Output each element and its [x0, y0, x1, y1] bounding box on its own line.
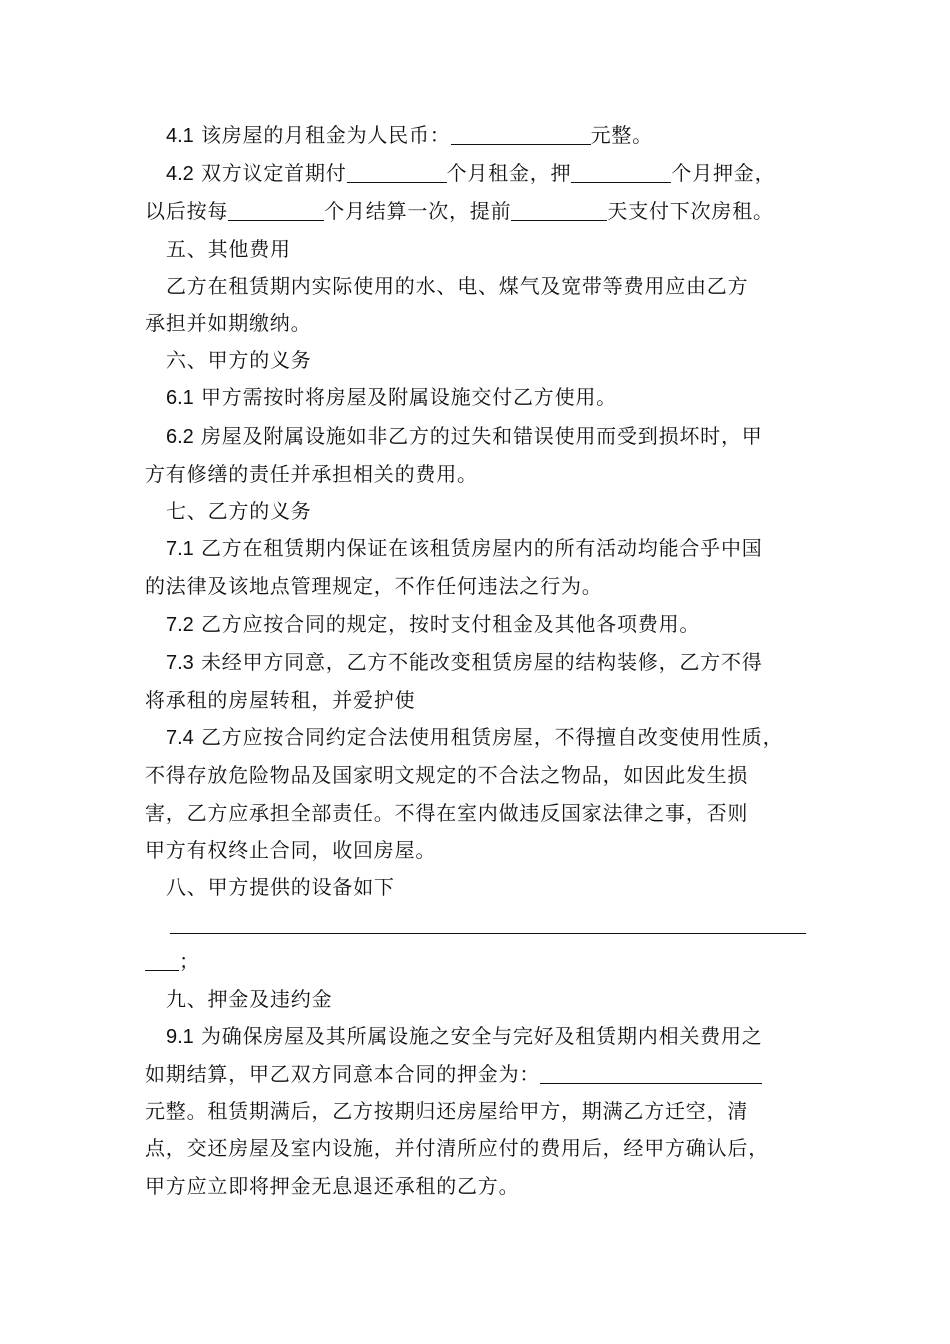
clause-7-3-line1: 7.3 未经甲方同意，乙方不能改变租赁房屋的结构装修，乙方不得	[166, 649, 763, 674]
deposit-amount-blank[interactable]	[540, 1061, 762, 1084]
clause-6-2-line1: 6.2 房屋及附属设施如非乙方的过失和错误使用而受到损坏时，甲	[166, 423, 763, 448]
clause-7-2: 7.2 乙方应按合同的规定，按时支付租金及其他各项费用。	[166, 611, 701, 636]
clause-7-4-line1: 7.4 乙方应按合同约定合法使用租赁房屋，不得擅自改变使用性质，	[166, 725, 784, 750]
settlement-months-blank[interactable]	[228, 198, 324, 221]
section-heading-9: 九、押金及违约金	[166, 986, 333, 1011]
clause-9-1-line3: 元整。租赁期满后，乙方按期归还房屋给甲方，期满乙方迁空，清	[145, 1099, 749, 1124]
advance-days-blank[interactable]	[511, 198, 607, 221]
section-heading-5: 五、其他费用	[166, 236, 291, 261]
first-payment-months-blank[interactable]	[347, 160, 447, 183]
clause-7-1-line2: 的法律及该地点管理规定，不作任何违法之行为。	[145, 574, 603, 599]
contract-body	[145, 117, 810, 1205]
equipment-list-blank[interactable]	[170, 911, 806, 934]
clause-9-1-line4: 点，交还房屋及室内设施，并付清所应付的费用后，经甲方确认后，	[145, 1136, 769, 1161]
clause-9-1-line1: 9.1 为确保房屋及其所属设施之安全与完好及租赁期内相关费用之	[166, 1023, 763, 1048]
clause-6-2-line2: 方有修缮的责任并承担相关的费用。	[145, 461, 478, 486]
clause-7-1-line1: 7.1 乙方在租赁期内保证在该租赁房屋内的所有活动均能合乎中国	[166, 536, 763, 561]
clause-4-2-line1: 4.2 双方议定首期付 个月租金，押 个月押金，	[166, 161, 776, 186]
clause-7-3-line2: 将承租的房屋转租，并爱护使	[145, 688, 416, 713]
section-heading-8: 八、甲方提供的设备如下	[166, 875, 395, 900]
clause-4-1: 4.1 该房屋的月租金为人民币： 元整。	[166, 123, 653, 147]
equipment-blank-end: ；	[145, 943, 810, 980]
clause-5-line1: 乙方在租赁期内实际使用的水、电、煤气及宽带等费用应由乙方	[166, 273, 749, 298]
clause-9-1-line2: 如期结算，甲乙双方同意本合同的押金为：	[145, 1056, 810, 1093]
clause-5-line2: 承担并如期缴纳。	[145, 311, 312, 336]
equipment-blank-line	[145, 906, 810, 943]
clause-6-1: 6.1 甲方需按时将房屋及附属设施交付乙方使用。	[166, 385, 617, 410]
clause-7-4-line3: 害，乙方应承担全部责任。不得在室内做违反国家法律之事，否则	[145, 800, 749, 825]
clause-7-4-line4: 甲方有权终止合同，收回房屋。	[145, 837, 437, 862]
section-heading-6: 六、甲方的义务	[166, 348, 312, 373]
rent-amount-blank[interactable]	[451, 122, 591, 145]
deposit-months-blank[interactable]	[571, 160, 671, 183]
section-heading-7: 七、乙方的义务	[166, 499, 312, 524]
clause-9-1-line5: 甲方应立即将押金无息退还承租的乙方。	[145, 1173, 520, 1198]
clause-4-2-line2: 以后按每 个月结算一次，提前 天支付下次房租。	[145, 199, 774, 224]
equipment-list-blank-continued[interactable]	[145, 948, 179, 971]
clause-7-4-line2: 不得存放危险物品及国家明文规定的不合法之物品，如因此发生损	[145, 763, 749, 788]
